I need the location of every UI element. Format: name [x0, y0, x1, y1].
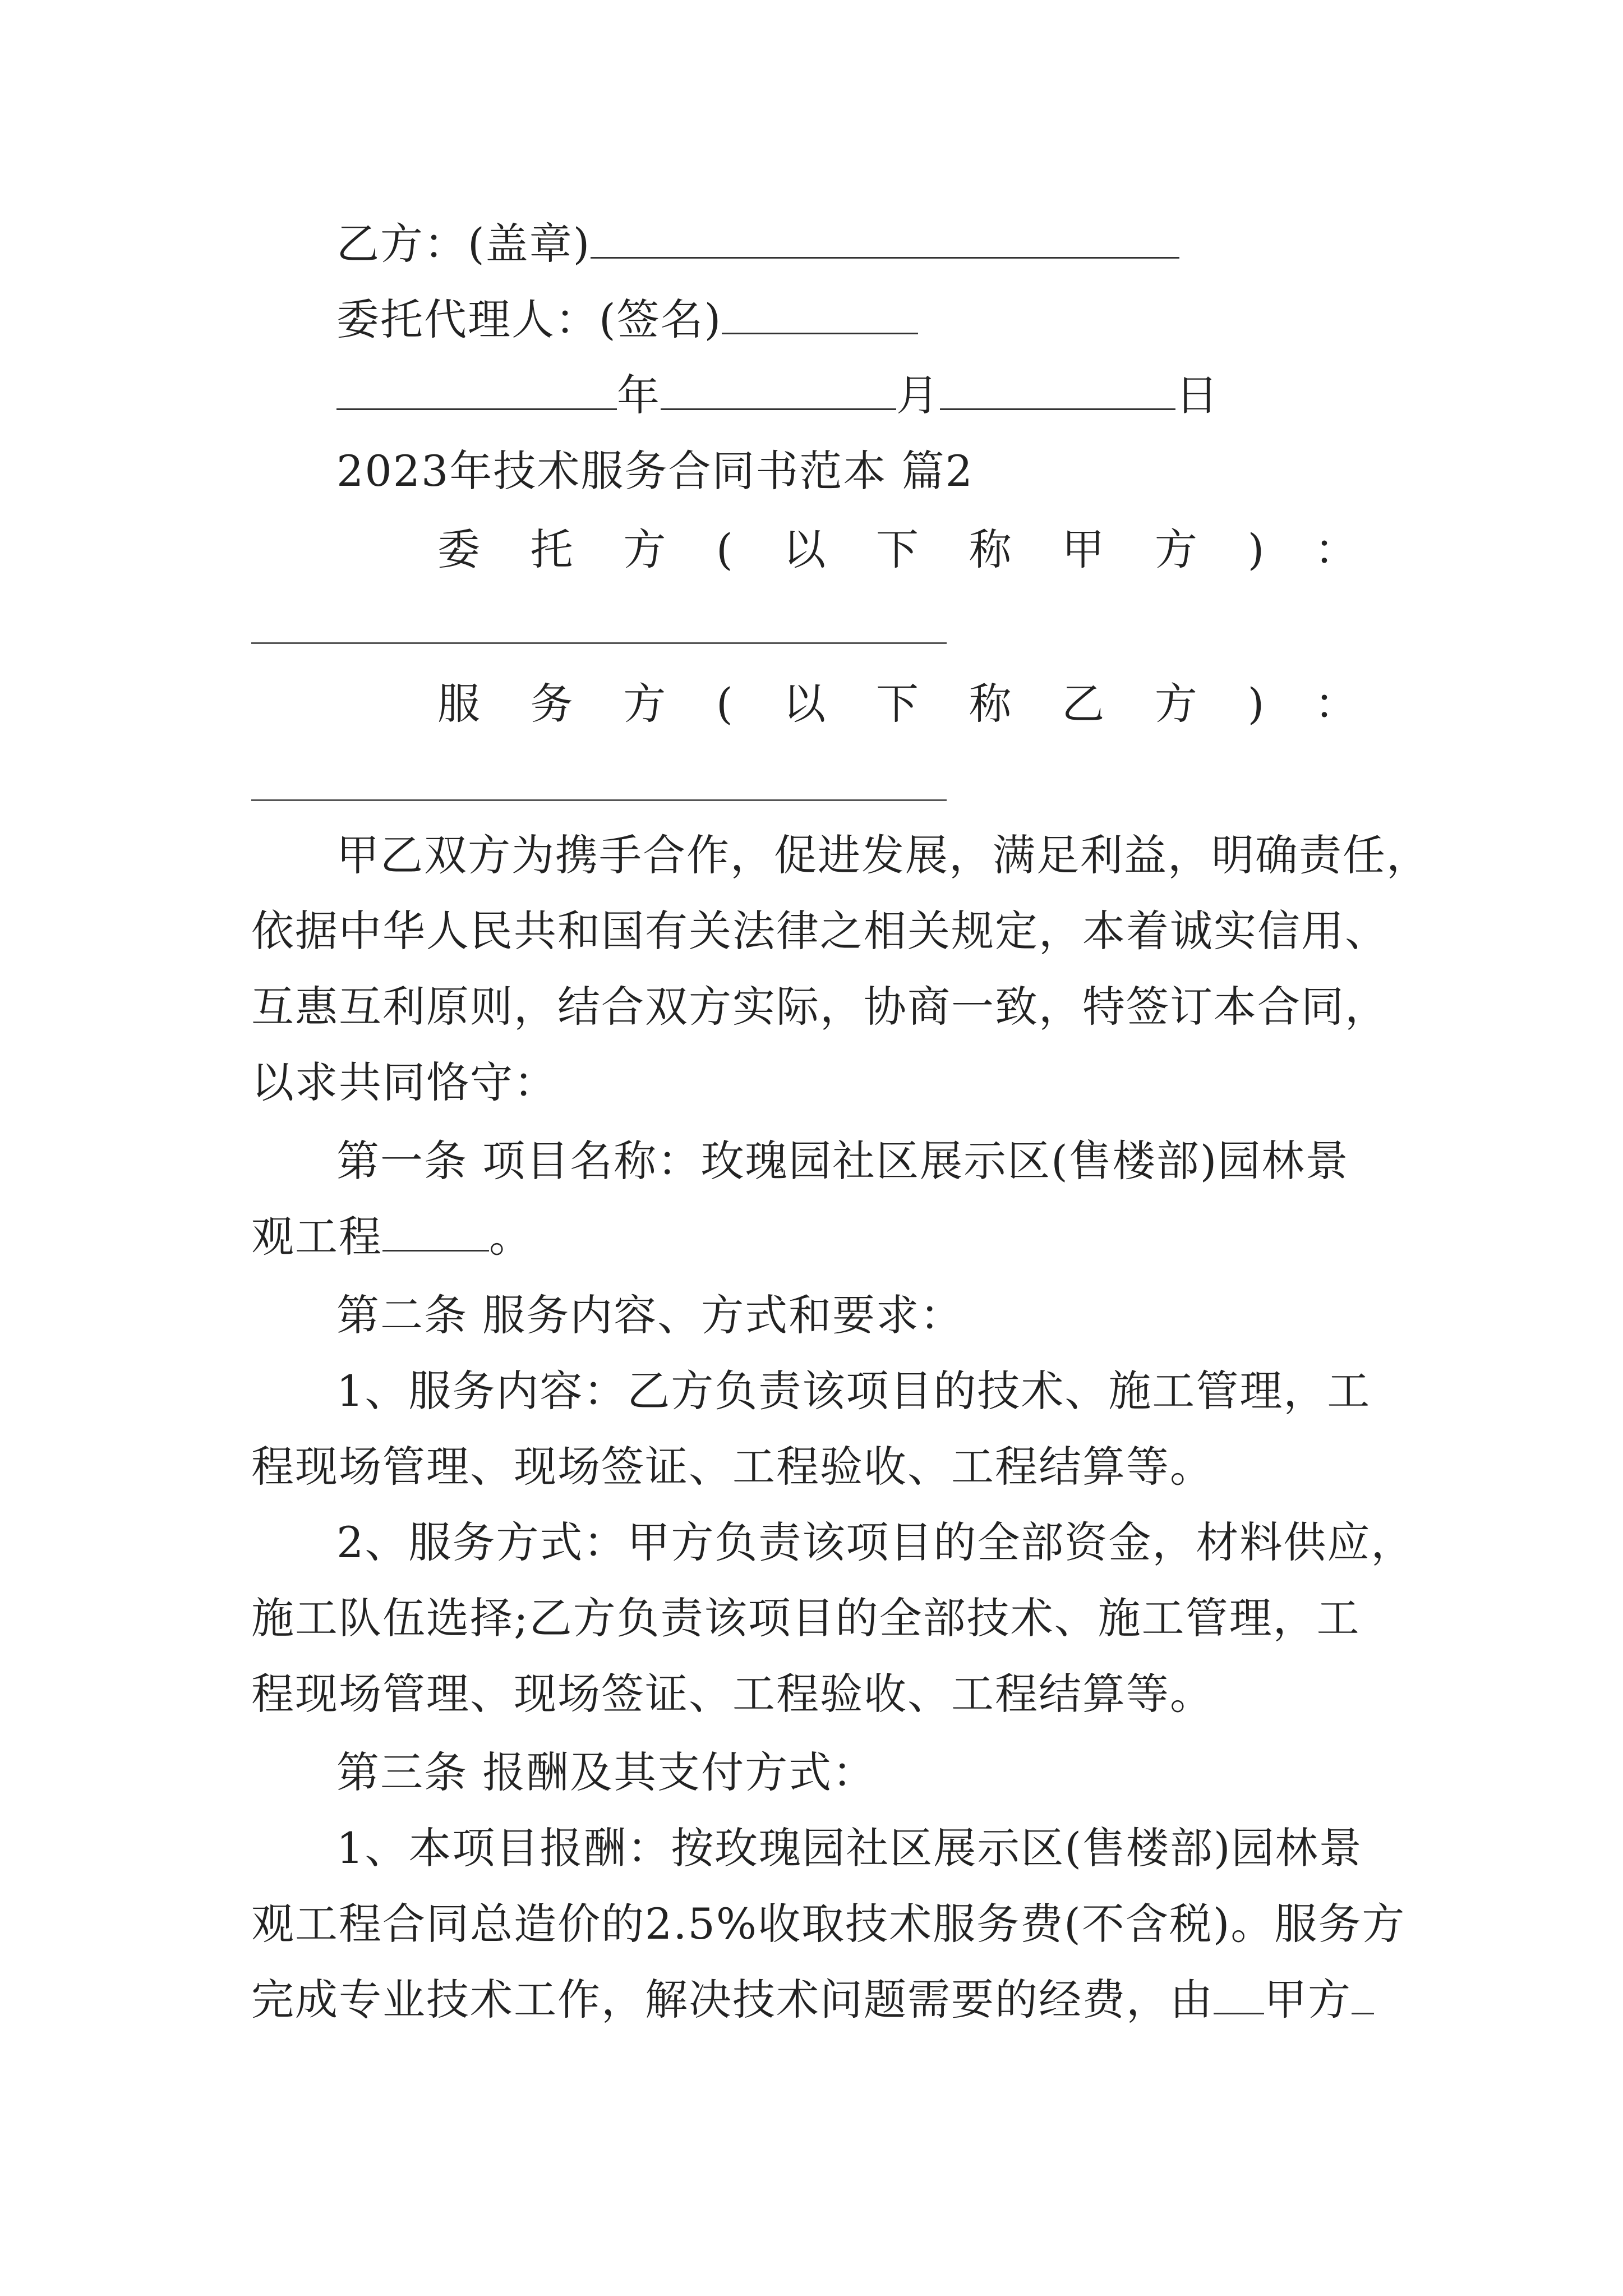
client-char: ( — [716, 524, 733, 574]
client-party-line — [437, 522, 1357, 578]
article-3-title: 第三条 报酬及其支付方式： — [336, 1747, 877, 1797]
service-party-line — [437, 676, 1357, 732]
preamble-line: 互惠互利原则，结合双方实际，协商一致，特签订本合同， — [251, 982, 1389, 1032]
service-char: ) — [1247, 679, 1265, 729]
client-char: 委 — [437, 524, 480, 574]
client-char: ： — [1314, 524, 1357, 574]
article-3-blank — [1214, 1975, 1264, 2014]
article-2-item-2-line: 2、服务方式：甲方负责该项目的全部资金，材料供应， — [336, 1517, 1415, 1567]
service-char: ( — [716, 679, 733, 729]
preamble-line: 甲乙双方为携手合作，促进发展，满足利益，明确责任， — [336, 830, 1430, 880]
party-b-seal-blank — [591, 219, 1179, 259]
client-char: 以 — [783, 524, 826, 574]
article-2-title: 第二条 服务内容、方式和要求： — [336, 1290, 964, 1340]
year-label: 年 — [617, 370, 661, 420]
document-heading: 2023年技术服务合同书范本 篇2 — [336, 446, 974, 496]
article-1-text: 观工程 — [251, 1212, 382, 1262]
article-1-end: 。 — [489, 1212, 533, 1262]
article-2-item-1-line: 程现场管理、现场签证、工程验收、工程结算等。 — [251, 1442, 1214, 1492]
service-party-blank — [251, 799, 947, 801]
article-3-item-1-line: 观工程合同总造价的2.5%收取技术服务费(不含税)。服务方 — [251, 1899, 1406, 1949]
article-1-line: 第一条 项目名称：玫瑰园社区展示区(售楼部)园林景 — [336, 1136, 1349, 1186]
article-2-item-1-line: 1、服务内容：乙方负责该项目的技术、施工管理，工 — [336, 1366, 1371, 1416]
service-char: 方 — [623, 679, 666, 729]
article-3-item-1-line: 1、本项目报酬：按玫瑰园社区展示区(售楼部)园林景 — [336, 1823, 1363, 1873]
client-party-blank — [251, 642, 947, 644]
service-char: 以 — [783, 679, 826, 729]
month-blank — [661, 370, 896, 410]
preamble-line: 依据中华人民共和国有关法律之相关规定，本着诚实信用、 — [251, 906, 1389, 956]
service-char: 下 — [875, 679, 919, 729]
agent-sign-label: 委托代理人：(签名) — [336, 295, 722, 344]
day-blank — [940, 370, 1175, 410]
party-b-seal-label: 乙方：(盖章) — [336, 219, 591, 269]
service-char: 乙 — [1062, 679, 1105, 729]
year-blank — [336, 370, 617, 410]
preamble-line: 以求共同恪守： — [251, 1057, 557, 1107]
article-1-line — [251, 1209, 533, 1265]
client-char: 方 — [1154, 524, 1197, 574]
day-label: 日 — [1175, 370, 1219, 420]
article-3-text: 完成专业技术工作，解决技术问题需要的经费，由 — [251, 1975, 1214, 2024]
agent-sign-blank — [722, 295, 918, 334]
date-line — [336, 367, 1219, 424]
client-char: 托 — [530, 524, 573, 574]
article-2-item-2-line: 施工队伍选择;乙方负责该项目的全部技术、施工管理，工 — [251, 1593, 1361, 1643]
agent-sign-line — [336, 292, 918, 348]
article-3-payer: 甲方 — [1264, 1975, 1352, 2024]
service-char: 方 — [1154, 679, 1197, 729]
article-2-item-2-line: 程现场管理、现场签证、工程验收、工程结算等。 — [251, 1669, 1214, 1719]
service-char: ： — [1314, 679, 1357, 729]
month-label: 月 — [896, 370, 940, 420]
client-char: 下 — [875, 524, 919, 574]
service-char: 称 — [969, 679, 1012, 729]
client-char: 称 — [969, 524, 1012, 574]
client-char: 方 — [623, 524, 666, 574]
article-1-blank — [382, 1212, 489, 1251]
party-b-seal-line — [336, 216, 1179, 272]
client-char: ) — [1247, 524, 1265, 574]
client-char: 甲 — [1062, 524, 1105, 574]
article-3-blank — [1352, 1975, 1374, 2014]
service-char: 服 — [437, 679, 480, 729]
article-3-item-1-line — [251, 1972, 1374, 2028]
service-char: 务 — [530, 679, 573, 729]
